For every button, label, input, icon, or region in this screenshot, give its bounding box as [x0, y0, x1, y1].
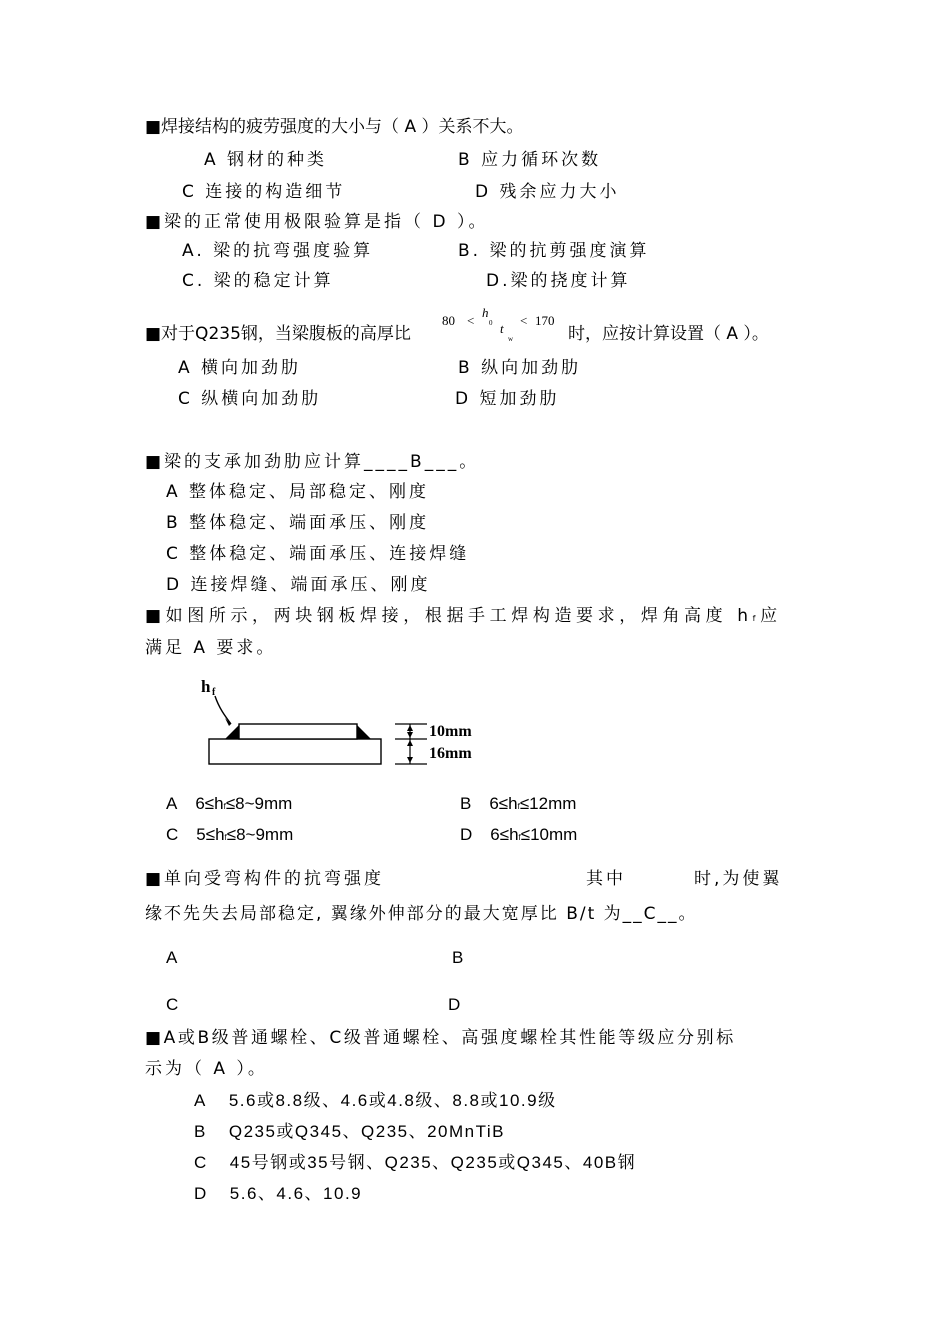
q1-option-a: A 钢材的种类	[204, 150, 328, 170]
q2-stem: ■梁的正常使用极限验算是指（ D ）。	[145, 212, 489, 232]
q5-option-c-sub: f	[224, 833, 227, 842]
formula-t: t	[500, 321, 504, 336]
q4-stem: ■梁的支承加劲肋应计算____B___。	[145, 452, 480, 472]
weld-figure	[195, 672, 495, 772]
q7-option-c-text: 45号钢或35号钢、Q235、Q235或Q345、40B钢	[229, 1153, 637, 1172]
q5-option-b-letter: B	[460, 794, 472, 813]
leader-line	[215, 696, 231, 724]
q6-option-d: D	[448, 995, 461, 1014]
q2-option-d: D.梁的挠度计算	[486, 271, 631, 291]
q5-option-b	[460, 793, 576, 818]
q7-option-b-letter: B	[194, 1122, 207, 1141]
q5-option-c	[166, 824, 293, 849]
q5-option-b-post: ≤12mm	[519, 794, 577, 813]
figure-label-h: h	[201, 677, 211, 696]
q5-option-d-post: ≤10mm	[520, 825, 578, 844]
q5-stem-line1	[145, 605, 782, 630]
left-weld	[225, 725, 239, 739]
q5-option-a	[166, 793, 292, 818]
top-plate	[239, 724, 357, 739]
q6-stem-b: 其中	[586, 869, 626, 889]
q5-option-d-sub: f	[518, 833, 521, 842]
q3-option-d: D 短加劲肋	[455, 389, 560, 409]
q5-option-c-pre: 5≤h	[196, 825, 225, 844]
dim-arrow-3-icon	[407, 740, 413, 746]
formula-sub-0: 0	[489, 319, 493, 327]
formula-h: h	[482, 305, 489, 320]
q1-option-d: D 残余应力大小	[475, 182, 620, 202]
q7-option-d-letter: D	[194, 1184, 208, 1203]
figure-label-10mm: 10mm	[429, 723, 472, 740]
q3-stem-start: ■对于Q235钢，当梁腹板的高厚比	[145, 324, 411, 344]
q7-option-a-text: 5.6或8.8级、4.6或4.8级、8.8或10.9级	[228, 1091, 557, 1110]
q5-option-a-post: ≤8~9mm	[225, 794, 293, 813]
q4-option-c: C 整体稳定、端面承压、连接焊缝	[166, 544, 470, 564]
q6-stem-c: 时,为使翼	[694, 869, 783, 889]
q5-option-a-pre: 6≤h	[195, 794, 224, 813]
q3-stem-end: 时，应按计算设置（ A ）。	[568, 324, 769, 344]
q7-option-d-text: 5.6、4.6、10.9	[229, 1184, 363, 1203]
figure-label-16mm: 16mm	[429, 745, 472, 762]
q5-option-d-pre: 6≤h	[490, 825, 519, 844]
q5-option-b-sub: f	[517, 802, 520, 811]
right-weld	[357, 725, 371, 739]
q7-option-a-letter: A	[194, 1091, 207, 1110]
figure-label-f: f	[212, 687, 216, 698]
dim-arrow-1-icon	[407, 725, 413, 731]
q6-stem-a: ■单向受弯构件的抗弯强度	[145, 869, 385, 889]
q5-option-d-letter: D	[460, 825, 473, 844]
q5-option-a-sub: f	[223, 802, 226, 811]
q5-option-c-letter: C	[166, 825, 179, 844]
q5-stem-sub: f	[752, 614, 761, 623]
formula-low: 80	[442, 313, 455, 328]
q7-stem-line2: 示为（ A ）。	[145, 1059, 268, 1079]
q3-formula	[440, 305, 565, 347]
q3-option-b: B 纵向加劲肋	[458, 358, 582, 378]
q4-option-b: B 整体稳定、端面承压、刚度	[166, 513, 430, 533]
q2-option-b: B. 梁的抗剪强度演算	[458, 241, 650, 261]
q2-option-c: C. 梁的稳定计算	[182, 271, 334, 291]
bottom-plate	[209, 739, 381, 764]
formula-sub-w: w	[508, 335, 514, 343]
q5-option-d	[460, 824, 577, 849]
q7-option-c	[194, 1152, 636, 1174]
formula-lt-2: <	[520, 313, 528, 328]
q6-stem-line2: 缘不先失去局部稳定, 翼缘外伸部分的最大宽厚比 B/t 为__C__。	[145, 904, 698, 924]
formula-high: 170	[535, 313, 555, 328]
q3-option-a: A 横向加劲肋	[178, 358, 302, 378]
q7-stem-line1: ■A或B级普通螺栓、C级普通螺栓、高强度螺栓其性能等级应分别标	[145, 1028, 736, 1048]
q4-option-a: A 整体稳定、局部稳定、刚度	[166, 482, 430, 502]
q1-option-c: C 连接的构造细节	[182, 182, 346, 202]
q5-option-a-letter: A	[166, 794, 178, 813]
q2-option-a: A. 梁的抗弯强度验算	[182, 241, 374, 261]
q7-option-a	[194, 1090, 557, 1112]
dim-arrow-4-icon	[407, 757, 413, 763]
q5-stem-text: ■如图所示，两块钢板焊接，根据手工焊构造要求，焊角高度 h	[145, 606, 753, 626]
q5-stem-tail: 应	[760, 606, 782, 626]
formula-lt-1: <	[467, 313, 475, 328]
q5-option-c-post: ≤8~9mm	[226, 825, 294, 844]
q7-option-d	[194, 1183, 362, 1205]
q7-option-b	[194, 1121, 505, 1143]
q1-stem: ■焊接结构的疲劳强度的大小与（ A ）关系不大。	[145, 117, 524, 137]
q7-option-c-letter: C	[194, 1153, 208, 1172]
dim-arrow-2-icon	[407, 732, 413, 738]
q3-option-c: C 纵横向加劲肋	[178, 389, 322, 409]
q4-option-d: D 连接焊缝、端面承压、刚度	[166, 575, 431, 595]
q6-option-c: C	[166, 995, 179, 1014]
q7-option-b-text: Q235或Q345、Q235、20MnTiB	[228, 1122, 505, 1141]
q6-option-a: A	[166, 948, 178, 967]
q1-option-b: B 应力循环次数	[458, 150, 602, 170]
q5-stem-line2: 满足 A 要求。	[145, 638, 277, 658]
q5-option-b-pre: 6≤h	[489, 794, 518, 813]
q6-option-b: B	[452, 948, 464, 967]
